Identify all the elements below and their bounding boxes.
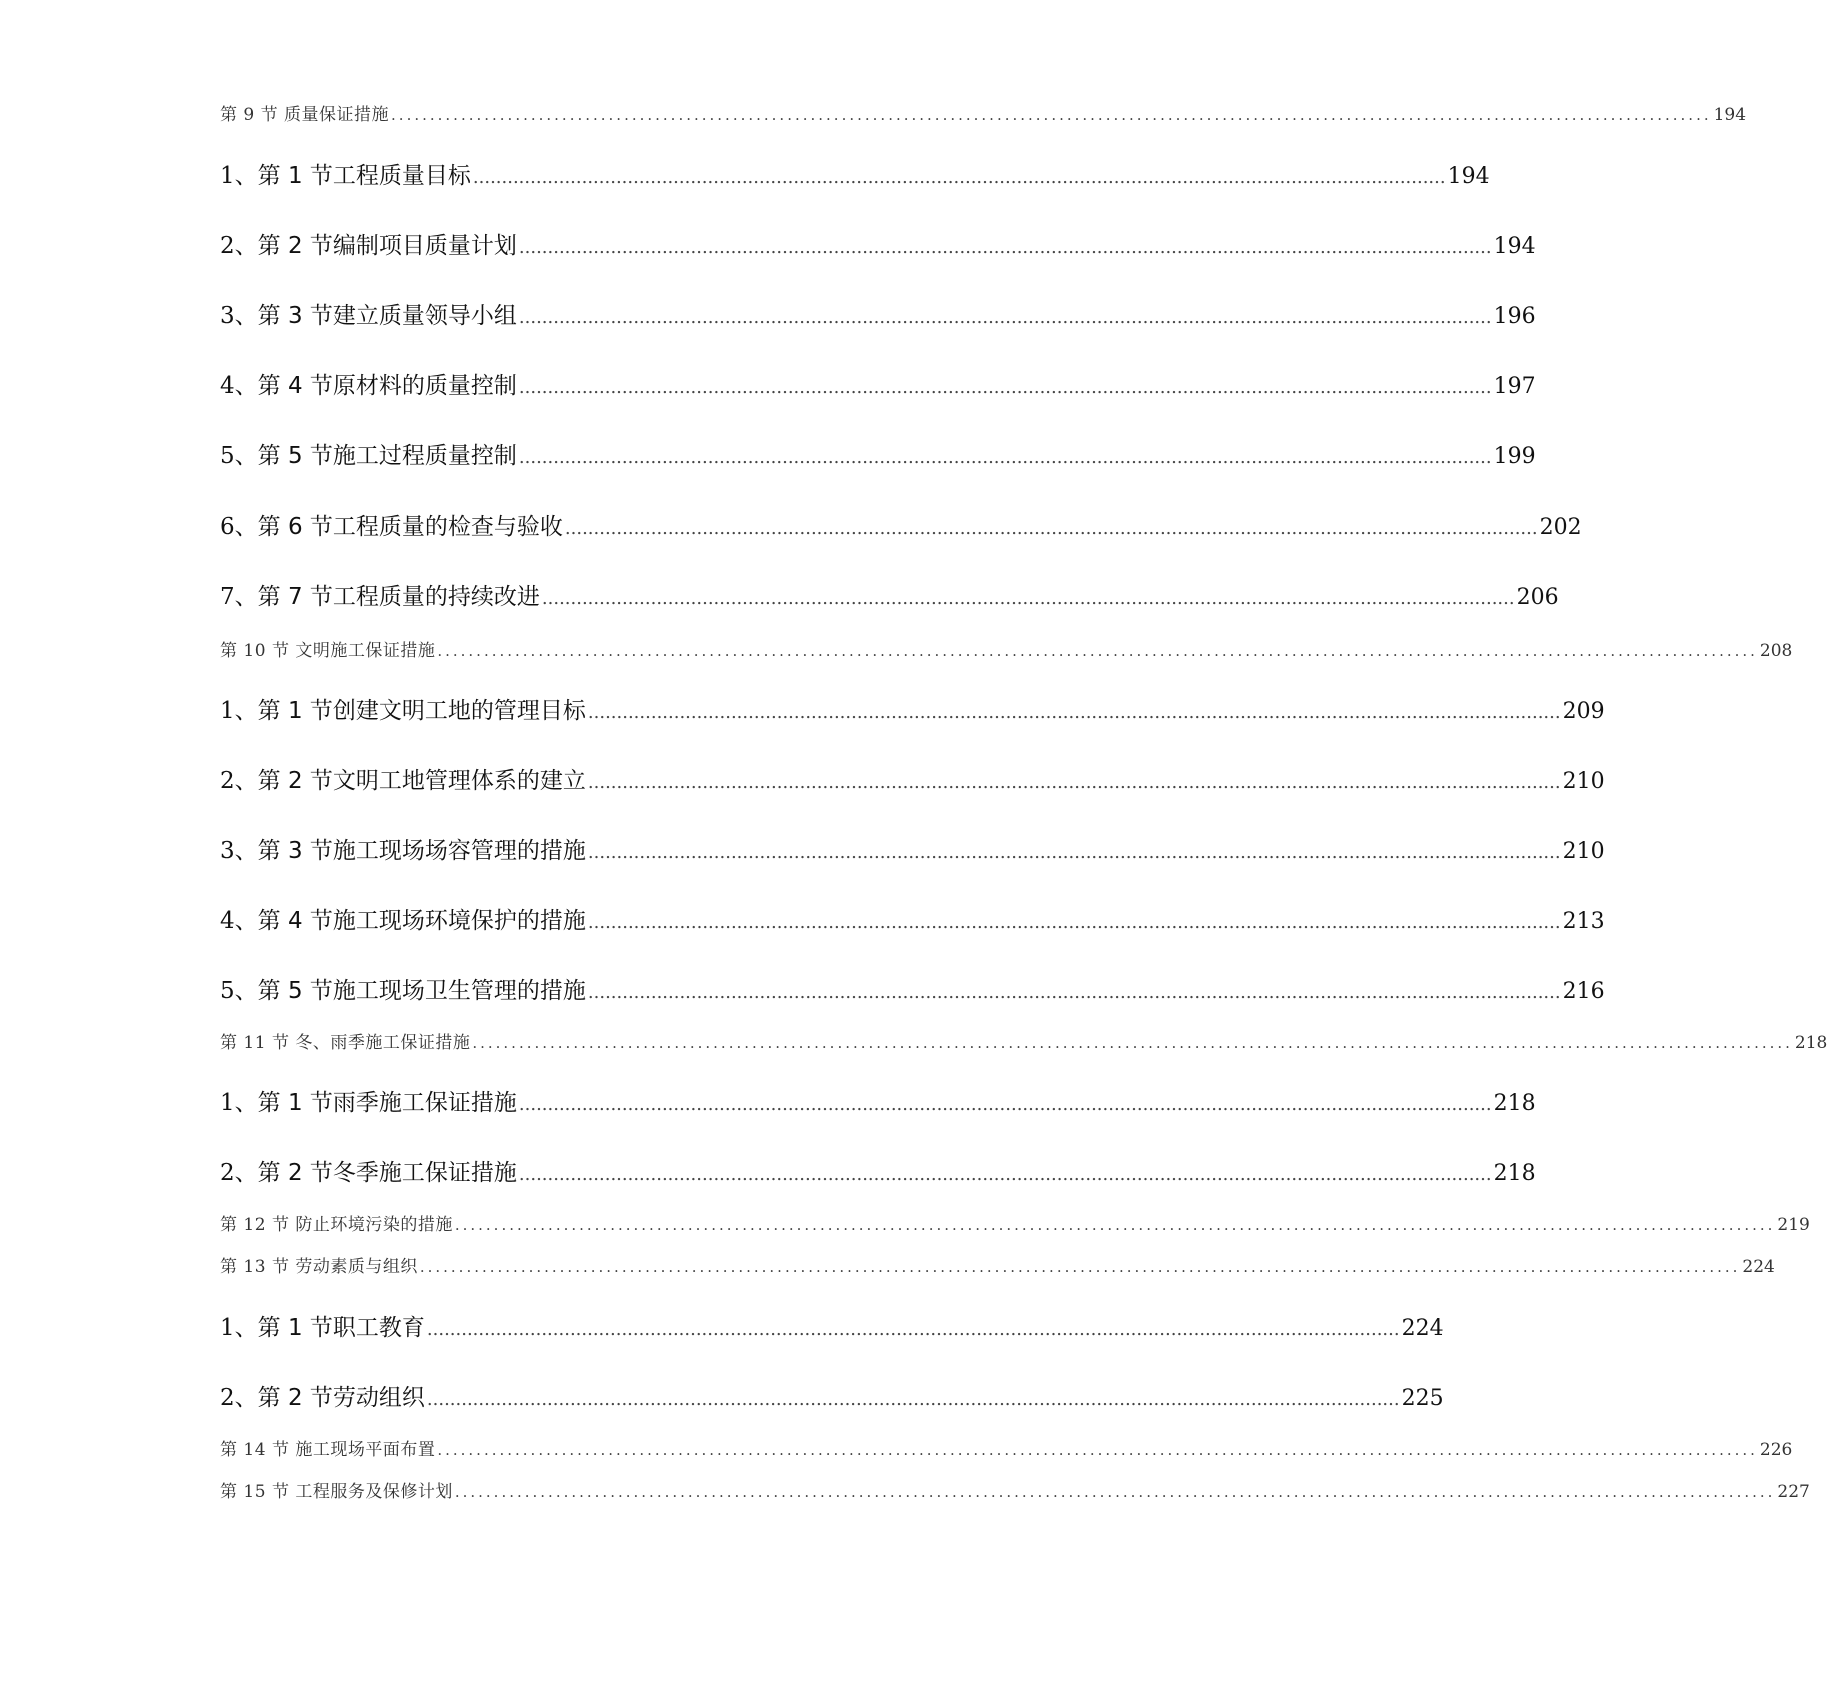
toc-entry-title: 第 13 节 劳动素质与组织 — [220, 1257, 418, 1277]
toc-entry-number: 6、 — [220, 514, 258, 540]
toc-entry-title: 第 2 节编制项目质量计划 — [257, 233, 517, 259]
toc-page-number: 194 — [1447, 164, 1490, 189]
toc-entry-title: 第 12 节 防止环境污染的措施 — [220, 1215, 453, 1235]
toc-subsection-entry[interactable] — [220, 1154, 1536, 1187]
toc-page-number: 208 — [1759, 641, 1793, 661]
toc-entry-title: 第 1 节工程质量目标 — [257, 163, 471, 189]
toc-page-number: 218 — [1493, 1161, 1536, 1186]
toc-dot-leader: .......................................................................................................................................................................... — [437, 1441, 1758, 1459]
toc-section-entry[interactable] — [220, 1210, 1810, 1235]
toc-section-entry[interactable] — [220, 1477, 1810, 1502]
toc-page-number: 196 — [1493, 304, 1536, 329]
toc-dot-leader: .......................................................................................................................................................................... — [472, 1034, 1793, 1052]
toc-entry-number: 2、 — [220, 1385, 258, 1411]
toc-entry-title: 第 1 节职工教育 — [257, 1315, 425, 1341]
toc-entry-number: 1、 — [220, 1315, 258, 1341]
toc-subsection-entry[interactable] — [220, 972, 1605, 1005]
toc-entry-title: 第 9 节 质量保证措施 — [220, 105, 390, 125]
toc-entry-number: 2、 — [220, 1160, 258, 1186]
toc-entry-title: 第 6 节工程质量的检查与验收 — [257, 514, 563, 540]
toc-dot-leader: .......................................................................................................................................................................... — [426, 1319, 1400, 1340]
toc-dot-leader: .......................................................................................................................................................................... — [587, 842, 1561, 863]
toc-page-number: 218 — [1493, 1091, 1536, 1116]
toc-entry-number: 4、 — [220, 908, 258, 934]
toc-subsection-entry[interactable] — [220, 832, 1605, 865]
toc-page-number: 209 — [1562, 699, 1605, 724]
toc-dot-leader: .......................................................................................................................................................................... — [541, 588, 1515, 609]
toc-dot-leader: .......................................................................................................................................................................... — [518, 1094, 1492, 1115]
toc-entry-number: 2、 — [220, 233, 258, 259]
toc-page-number: 224 — [1401, 1316, 1444, 1341]
toc-subsection-entry[interactable] — [220, 1309, 1444, 1342]
toc-subsection-entry[interactable] — [220, 578, 1559, 611]
toc-entry-title: 第 3 节建立质量领导小组 — [257, 303, 517, 329]
toc-entry-number: 5、 — [220, 443, 258, 469]
toc-dot-leader: .......................................................................................................................................................................... — [518, 237, 1492, 258]
toc-subsection-entry[interactable] — [220, 297, 1536, 330]
toc-dot-leader: .......................................................................................................................................................................... — [587, 982, 1561, 1003]
toc-page-number: 225 — [1401, 1386, 1444, 1411]
toc-page-number: 219 — [1777, 1215, 1810, 1235]
toc-entry-title: 第 1 节雨季施工保证措施 — [257, 1090, 517, 1116]
toc-entry-title: 第 5 节施工现场卫生管理的措施 — [257, 978, 586, 1004]
toc-page-number: 213 — [1562, 909, 1605, 934]
toc-entry-title: 第 7 节工程质量的持续改进 — [257, 584, 540, 610]
toc-page-number: 206 — [1516, 585, 1559, 610]
toc-page-number: 216 — [1562, 979, 1605, 1004]
toc-entry-number: 1、 — [220, 698, 258, 724]
toc-entry-number: 7、 — [220, 584, 258, 610]
toc-entry-title: 第 2 节文明工地管理体系的建立 — [257, 768, 586, 794]
toc-page-number: 226 — [1759, 1440, 1793, 1460]
toc-dot-leader: .......................................................................................................................................................................... — [472, 167, 1446, 188]
toc-subsection-entry[interactable] — [220, 367, 1536, 400]
toc-page-number: 202 — [1539, 515, 1582, 540]
toc-subsection-entry[interactable] — [220, 1379, 1444, 1412]
toc-entry-title: 第 10 节 文明施工保证措施 — [220, 641, 436, 661]
toc-subsection-entry[interactable] — [220, 692, 1605, 725]
toc-dot-leader: .......................................................................................................................................................................... — [587, 702, 1561, 723]
toc-subsection-entry[interactable] — [220, 508, 1582, 541]
toc-section-entry[interactable] — [220, 100, 1747, 125]
toc-page-number: 227 — [1777, 1482, 1810, 1502]
toc-subsection-entry[interactable] — [220, 902, 1605, 935]
toc-page-number: 224 — [1742, 1257, 1775, 1277]
toc-subsection-entry[interactable] — [220, 437, 1536, 470]
toc-page-number: 194 — [1493, 234, 1536, 259]
toc-page-number: 218 — [1794, 1033, 1827, 1053]
toc-entry-number: 3、 — [220, 838, 258, 864]
toc-subsection-entry[interactable] — [220, 762, 1605, 795]
toc-entry-number: 1、 — [220, 1090, 258, 1116]
toc-entry-title: 第 1 节创建文明工地的管理目标 — [257, 698, 586, 724]
toc-subsection-entry[interactable] — [220, 1084, 1536, 1117]
toc-entry-number: 3、 — [220, 303, 258, 329]
toc-page-number: 199 — [1493, 444, 1536, 469]
toc-dot-leader: .......................................................................................................................................................................... — [391, 106, 1712, 124]
toc-dot-leader: .......................................................................................................................................................................... — [587, 912, 1561, 933]
toc-entry-number: 2、 — [220, 768, 258, 794]
toc-dot-leader: .......................................................................................................................................................................... — [518, 307, 1492, 328]
toc-dot-leader: .......................................................................................................................................................................... — [437, 642, 1758, 660]
toc-section-entry[interactable] — [220, 636, 1793, 661]
toc-entry-title: 第 5 节施工过程质量控制 — [257, 443, 517, 469]
toc-entry-number: 1、 — [220, 163, 258, 189]
toc-section-entry[interactable] — [220, 1252, 1775, 1277]
toc-section-entry[interactable] — [220, 1028, 1827, 1053]
toc-dot-leader: .......................................................................................................................................................................... — [587, 772, 1561, 793]
toc-entry-title: 第 15 节 工程服务及保修计划 — [220, 1482, 453, 1502]
toc-page-number: 194 — [1713, 105, 1747, 125]
toc-page-number: 197 — [1493, 374, 1536, 399]
toc-subsection-entry[interactable] — [220, 157, 1490, 190]
toc-entry-title: 第 4 节施工现场环境保护的措施 — [257, 908, 586, 934]
toc-entry-title: 第 3 节施工现场场容管理的措施 — [257, 838, 586, 864]
toc-dot-leader: .......................................................................................................................................................................... — [564, 518, 1538, 539]
toc-page-number: 210 — [1562, 769, 1605, 794]
toc-entry-title: 第 4 节原材料的质量控制 — [257, 373, 517, 399]
toc-page-number: 210 — [1562, 839, 1605, 864]
toc-dot-leader: .......................................................................................................................................................................... — [454, 1483, 1776, 1501]
toc-dot-leader: .......................................................................................................................................................................... — [419, 1258, 1741, 1276]
toc-subsection-entry[interactable] — [220, 227, 1536, 260]
toc-entry-title: 第 14 节 施工现场平面布置 — [220, 1440, 436, 1460]
toc-entry-title: 第 11 节 冬、雨季施工保证措施 — [220, 1033, 471, 1053]
toc-dot-leader: .......................................................................................................................................................................... — [518, 1164, 1492, 1185]
toc-dot-leader: .......................................................................................................................................................................... — [518, 377, 1492, 398]
toc-dot-leader: .......................................................................................................................................................................... — [518, 447, 1492, 468]
toc-dot-leader: .......................................................................................................................................................................... — [454, 1216, 1776, 1234]
toc-entry-number: 5、 — [220, 978, 258, 1004]
toc-section-entry[interactable] — [220, 1435, 1793, 1460]
toc-entry-title: 第 2 节冬季施工保证措施 — [257, 1160, 517, 1186]
toc-dot-leader: .......................................................................................................................................................................... — [426, 1389, 1400, 1410]
toc-entry-number: 4、 — [220, 373, 258, 399]
toc-entry-title: 第 2 节劳动组织 — [257, 1385, 425, 1411]
